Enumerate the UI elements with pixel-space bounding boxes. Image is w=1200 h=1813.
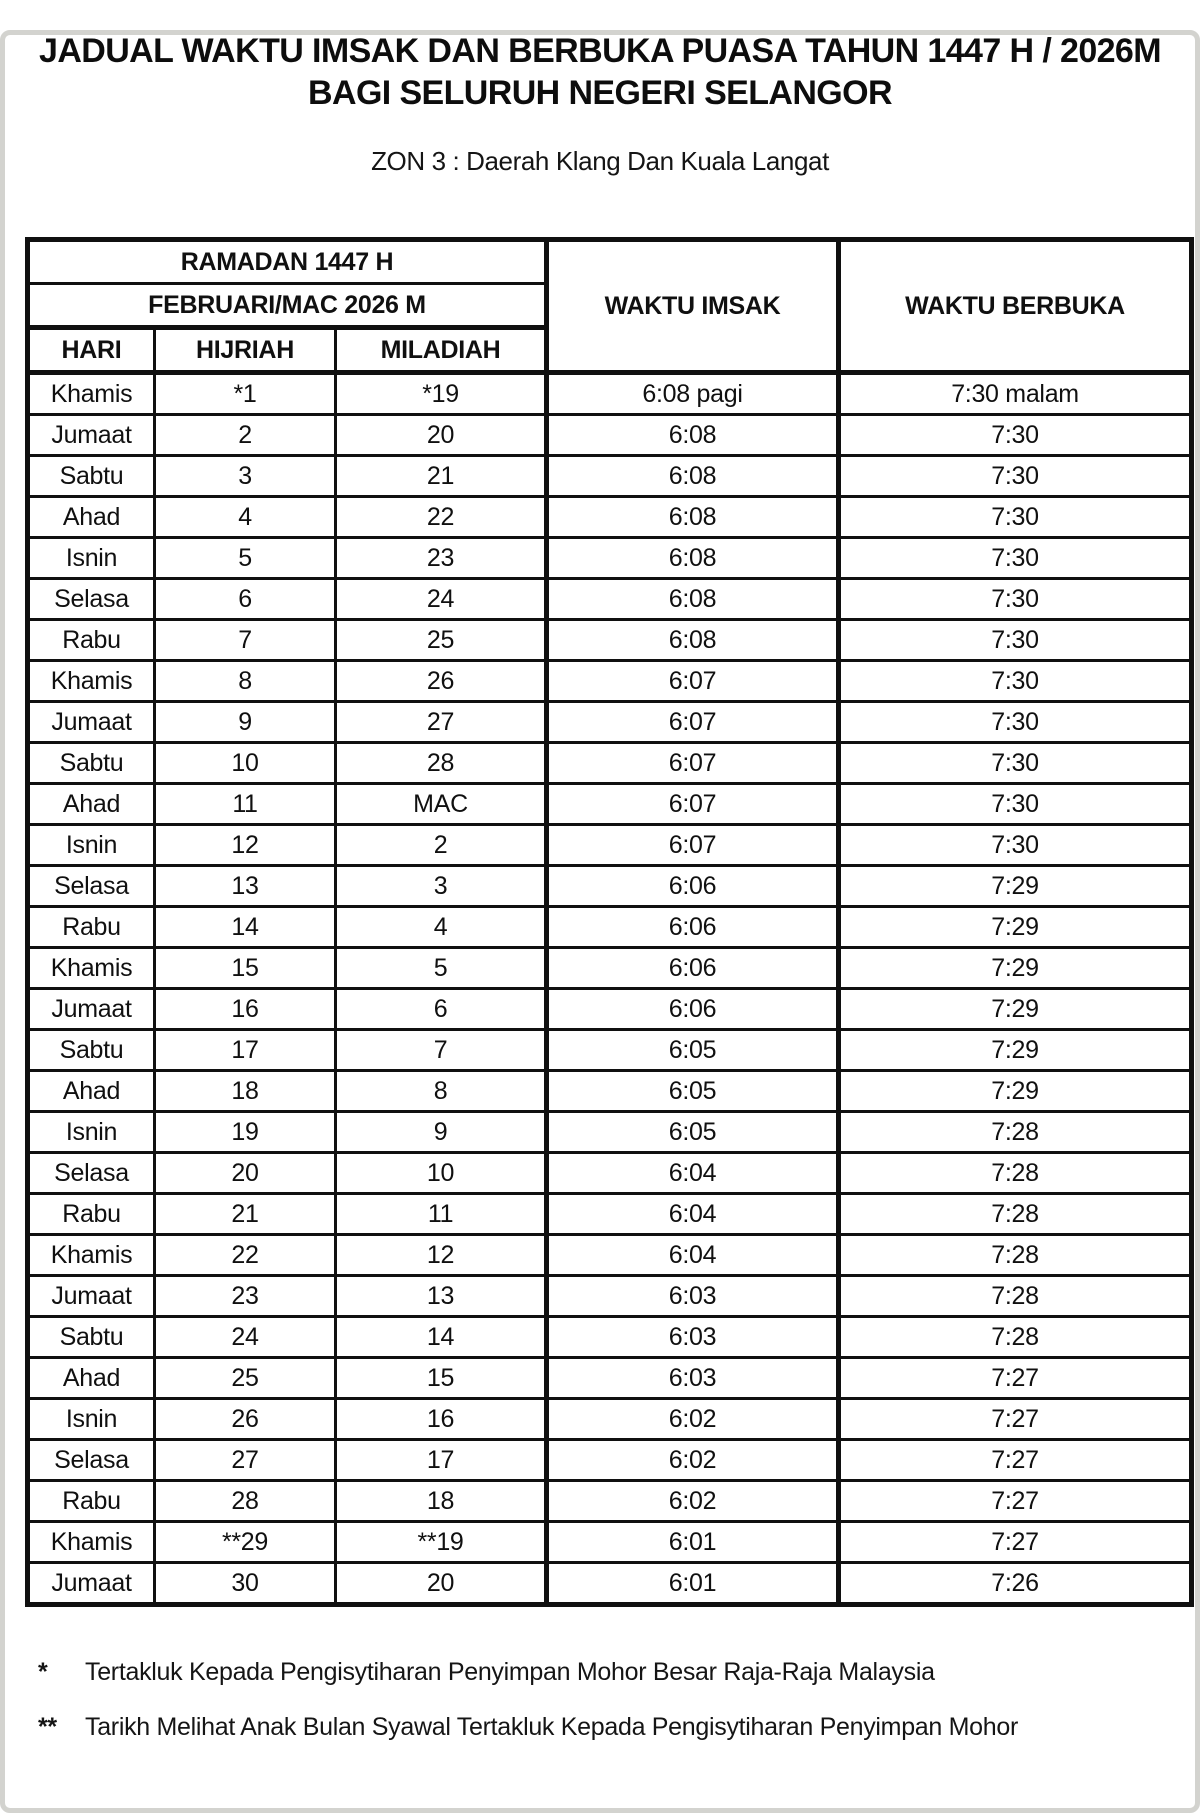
berbuka-cell: 7:30 xyxy=(839,784,1192,825)
day-cell: Sabtu xyxy=(28,743,155,784)
day-cell: Ahad xyxy=(28,1071,155,1112)
miladiah-cell: 12 xyxy=(336,1235,547,1276)
berbuka-cell: 7:28 xyxy=(839,1153,1192,1194)
header-hijriah: HIJRIAH xyxy=(155,328,336,373)
day-cell: Ahad xyxy=(28,1358,155,1399)
hijriah-cell: 22 xyxy=(155,1235,336,1276)
day-cell: Jumaat xyxy=(28,989,155,1030)
hijriah-cell: 14 xyxy=(155,907,336,948)
day-cell: Khamis xyxy=(28,948,155,989)
hijriah-cell: 23 xyxy=(155,1276,336,1317)
imsak-cell: 6:05 xyxy=(547,1112,839,1153)
miladiah-cell: 11 xyxy=(336,1194,547,1235)
header-row-ramadan xyxy=(28,240,1192,284)
day-cell: Sabtu xyxy=(28,1317,155,1358)
table-row xyxy=(28,373,1192,415)
hijriah-cell: 28 xyxy=(155,1481,336,1522)
miladiah-cell: 26 xyxy=(336,661,547,702)
imsak-cell: 6:02 xyxy=(547,1399,839,1440)
berbuka-cell: 7:28 xyxy=(839,1317,1192,1358)
imsak-cell: 6:08 xyxy=(547,620,839,661)
hijriah-cell: 15 xyxy=(155,948,336,989)
berbuka-cell: 7:28 xyxy=(839,1112,1192,1153)
table-row xyxy=(28,866,1192,907)
table-row xyxy=(28,825,1192,866)
imsak-cell: 6:08 pagi xyxy=(547,373,839,415)
imsak-cell: 6:07 xyxy=(547,661,839,702)
imsak-cell: 6:08 xyxy=(547,538,839,579)
hijriah-cell: 26 xyxy=(155,1399,336,1440)
hijriah-cell: 2 xyxy=(155,415,336,456)
berbuka-cell: 7:29 xyxy=(839,866,1192,907)
miladiah-cell: 13 xyxy=(336,1276,547,1317)
hijriah-cell: 3 xyxy=(155,456,336,497)
table-row xyxy=(28,661,1192,702)
berbuka-cell: 7:28 xyxy=(839,1276,1192,1317)
berbuka-cell: 7:27 xyxy=(839,1481,1192,1522)
day-cell: Ahad xyxy=(28,784,155,825)
imsak-cell: 6:07 xyxy=(547,743,839,784)
day-cell: Khamis xyxy=(28,661,155,702)
table-row xyxy=(28,907,1192,948)
hijriah-cell: 10 xyxy=(155,743,336,784)
berbuka-cell: 7:30 xyxy=(839,497,1192,538)
hijriah-cell: 6 xyxy=(155,579,336,620)
day-cell: Isnin xyxy=(28,825,155,866)
header-ramadan: RAMADAN 1447 H xyxy=(28,240,547,284)
miladiah-cell: 28 xyxy=(336,743,547,784)
footnote-1-marker: * xyxy=(38,1658,48,1686)
page-title xyxy=(24,30,1176,114)
header-gregorian: FEBRUARI/MAC 2026 M xyxy=(28,284,547,328)
imsak-cell: 6:04 xyxy=(547,1194,839,1235)
miladiah-cell: 2 xyxy=(336,825,547,866)
table-row xyxy=(28,1563,1192,1605)
miladiah-cell: 25 xyxy=(336,620,547,661)
imsak-cell: 6:03 xyxy=(547,1317,839,1358)
hijriah-cell: 8 xyxy=(155,661,336,702)
berbuka-cell: 7:29 xyxy=(839,1030,1192,1071)
imsak-cell: 6:04 xyxy=(547,1235,839,1276)
table-row xyxy=(28,1194,1192,1235)
imsak-cell: 6:04 xyxy=(547,1153,839,1194)
imsak-cell: 6:08 xyxy=(547,579,839,620)
hijriah-cell: 18 xyxy=(155,1071,336,1112)
hijriah-cell: 5 xyxy=(155,538,336,579)
footnote-2 xyxy=(38,1712,1200,1742)
table-row xyxy=(28,1112,1192,1153)
day-cell: Isnin xyxy=(28,538,155,579)
table-row xyxy=(28,538,1192,579)
hijriah-cell: 20 xyxy=(155,1153,336,1194)
table-row xyxy=(28,1358,1192,1399)
header-waktu-berbuka: WAKTU BERBUKA xyxy=(839,240,1192,373)
table-row xyxy=(28,1153,1192,1194)
hijriah-cell: 25 xyxy=(155,1358,336,1399)
berbuka-cell: 7:30 xyxy=(839,415,1192,456)
hijriah-cell: 4 xyxy=(155,497,336,538)
berbuka-cell: 7:30 xyxy=(839,825,1192,866)
miladiah-cell: *19 xyxy=(336,373,547,415)
berbuka-cell: 7:30 xyxy=(839,538,1192,579)
imsak-cell: 6:06 xyxy=(547,866,839,907)
miladiah-cell: 6 xyxy=(336,989,547,1030)
table-row xyxy=(28,620,1192,661)
table-row xyxy=(28,989,1192,1030)
berbuka-cell: 7:29 xyxy=(839,1071,1192,1112)
day-cell: Jumaat xyxy=(28,415,155,456)
imsak-cell: 6:03 xyxy=(547,1358,839,1399)
berbuka-cell: 7:30 malam xyxy=(839,373,1192,415)
header-miladiah: MILADIAH xyxy=(336,328,547,373)
imsak-cell: 6:05 xyxy=(547,1030,839,1071)
day-cell: Selasa xyxy=(28,579,155,620)
hijriah-cell: 21 xyxy=(155,1194,336,1235)
table-row xyxy=(28,1522,1192,1563)
imsak-cell: 6:05 xyxy=(547,1071,839,1112)
miladiah-cell: 23 xyxy=(336,538,547,579)
table-row xyxy=(28,784,1192,825)
hijriah-cell: **29 xyxy=(155,1522,336,1563)
berbuka-cell: 7:27 xyxy=(839,1399,1192,1440)
hijriah-cell: *1 xyxy=(155,373,336,415)
table-row xyxy=(28,415,1192,456)
miladiah-cell: 9 xyxy=(336,1112,547,1153)
berbuka-cell: 7:27 xyxy=(839,1358,1192,1399)
miladiah-cell: 14 xyxy=(336,1317,547,1358)
hijriah-cell: 9 xyxy=(155,702,336,743)
timetable-page xyxy=(0,30,1200,1813)
hijriah-cell: 13 xyxy=(155,866,336,907)
imsak-cell: 6:03 xyxy=(547,1276,839,1317)
table-row xyxy=(28,1481,1192,1522)
miladiah-cell: 22 xyxy=(336,497,547,538)
page-title-line2: BAGI SELURUH NEGERI SELANGOR xyxy=(308,74,892,112)
imsak-cell: 6:06 xyxy=(547,989,839,1030)
day-cell: Selasa xyxy=(28,866,155,907)
day-cell: Khamis xyxy=(28,1522,155,1563)
miladiah-cell: 7 xyxy=(336,1030,547,1071)
miladiah-cell: 3 xyxy=(336,866,547,907)
table-row xyxy=(28,1235,1192,1276)
berbuka-cell: 7:27 xyxy=(839,1522,1192,1563)
imsak-cell: 6:08 xyxy=(547,456,839,497)
hijriah-cell: 16 xyxy=(155,989,336,1030)
miladiah-cell: 20 xyxy=(336,415,547,456)
miladiah-cell: 17 xyxy=(336,1440,547,1481)
berbuka-cell: 7:30 xyxy=(839,456,1192,497)
page-title-line1: JADUAL WAKTU IMSAK DAN BERBUKA PUASA TAHUN 1447 H / 2026M xyxy=(39,32,1161,70)
hijriah-cell: 17 xyxy=(155,1030,336,1071)
header-hari: HARI xyxy=(28,328,155,373)
hijriah-cell: 30 xyxy=(155,1563,336,1605)
table-row xyxy=(28,702,1192,743)
table-row xyxy=(28,1276,1192,1317)
day-cell: Ahad xyxy=(28,497,155,538)
hijriah-cell: 27 xyxy=(155,1440,336,1481)
miladiah-cell: 4 xyxy=(336,907,547,948)
day-cell: Jumaat xyxy=(28,1563,155,1605)
miladiah-cell: 18 xyxy=(336,1481,547,1522)
zone-subtitle: ZON 3 : Daerah Klang Dan Kuala Langat xyxy=(371,146,829,176)
miladiah-cell: MAC xyxy=(336,784,547,825)
berbuka-cell: 7:28 xyxy=(839,1194,1192,1235)
hijriah-cell: 24 xyxy=(155,1317,336,1358)
day-cell: Selasa xyxy=(28,1440,155,1481)
berbuka-cell: 7:29 xyxy=(839,989,1192,1030)
berbuka-cell: 7:28 xyxy=(839,1235,1192,1276)
imsak-cell: 6:06 xyxy=(547,907,839,948)
day-cell: Rabu xyxy=(28,907,155,948)
table-row xyxy=(28,1030,1192,1071)
berbuka-cell: 7:30 xyxy=(839,743,1192,784)
footnote-1 xyxy=(38,1657,1200,1687)
day-cell: Jumaat xyxy=(28,1276,155,1317)
hijriah-cell: 12 xyxy=(155,825,336,866)
imsak-cell: 6:02 xyxy=(547,1481,839,1522)
header-waktu-imsak: WAKTU IMSAK xyxy=(547,240,839,373)
footnotes xyxy=(38,1657,1200,1742)
imsak-cell: 6:07 xyxy=(547,702,839,743)
imsak-cell: 6:01 xyxy=(547,1522,839,1563)
day-cell: Khamis xyxy=(28,1235,155,1276)
day-cell: Sabtu xyxy=(28,1030,155,1071)
miladiah-cell: 27 xyxy=(336,702,547,743)
footnote-2-marker: ** xyxy=(38,1713,57,1741)
berbuka-cell: 7:30 xyxy=(839,702,1192,743)
day-cell: Rabu xyxy=(28,1194,155,1235)
table-row xyxy=(28,1317,1192,1358)
timetable-body xyxy=(28,373,1192,1605)
imsak-cell: 6:01 xyxy=(547,1563,839,1605)
table-row xyxy=(28,1071,1192,1112)
berbuka-cell: 7:30 xyxy=(839,661,1192,702)
table-row xyxy=(28,948,1192,989)
hijriah-cell: 19 xyxy=(155,1112,336,1153)
day-cell: Khamis xyxy=(28,373,155,415)
miladiah-cell: **19 xyxy=(336,1522,547,1563)
day-cell: Isnin xyxy=(28,1399,155,1440)
imsak-cell: 6:07 xyxy=(547,825,839,866)
miladiah-cell: 16 xyxy=(336,1399,547,1440)
footnote-1-text: Tertakluk Kepada Pengisytiharan Penyimpan Mohor Besar Raja-Raja Malaysia xyxy=(85,1658,935,1686)
day-cell: Jumaat xyxy=(28,702,155,743)
miladiah-cell: 8 xyxy=(336,1071,547,1112)
imsak-cell: 6:08 xyxy=(547,415,839,456)
table-row xyxy=(28,743,1192,784)
table-row xyxy=(28,456,1192,497)
miladiah-cell: 24 xyxy=(336,579,547,620)
hijriah-cell: 11 xyxy=(155,784,336,825)
day-cell: Selasa xyxy=(28,1153,155,1194)
day-cell: Rabu xyxy=(28,620,155,661)
miladiah-cell: 15 xyxy=(336,1358,547,1399)
miladiah-cell: 5 xyxy=(336,948,547,989)
footnote-2-text: Tarikh Melihat Anak Bulan Syawal Tertakluk Kepada Pengisytiharan Penyimpan Mohor xyxy=(85,1713,1019,1741)
miladiah-cell: 21 xyxy=(336,456,547,497)
imsak-cell: 6:02 xyxy=(547,1440,839,1481)
berbuka-cell: 7:26 xyxy=(839,1563,1192,1605)
miladiah-cell: 10 xyxy=(336,1153,547,1194)
day-cell: Rabu xyxy=(28,1481,155,1522)
day-cell: Sabtu xyxy=(28,456,155,497)
table-row xyxy=(28,497,1192,538)
imsak-cell: 6:08 xyxy=(547,497,839,538)
table-row xyxy=(28,1399,1192,1440)
berbuka-cell: 7:29 xyxy=(839,948,1192,989)
table-row xyxy=(28,1440,1192,1481)
miladiah-cell: 20 xyxy=(336,1563,547,1605)
table-header xyxy=(28,240,1192,373)
berbuka-cell: 7:30 xyxy=(839,579,1192,620)
day-cell: Isnin xyxy=(28,1112,155,1153)
table-row xyxy=(28,579,1192,620)
hijriah-cell: 7 xyxy=(155,620,336,661)
berbuka-cell: 7:27 xyxy=(839,1440,1192,1481)
imsak-cell: 6:07 xyxy=(547,784,839,825)
berbuka-cell: 7:30 xyxy=(839,620,1192,661)
berbuka-cell: 7:29 xyxy=(839,907,1192,948)
imsak-berbuka-table xyxy=(25,237,1194,1607)
imsak-cell: 6:06 xyxy=(547,948,839,989)
